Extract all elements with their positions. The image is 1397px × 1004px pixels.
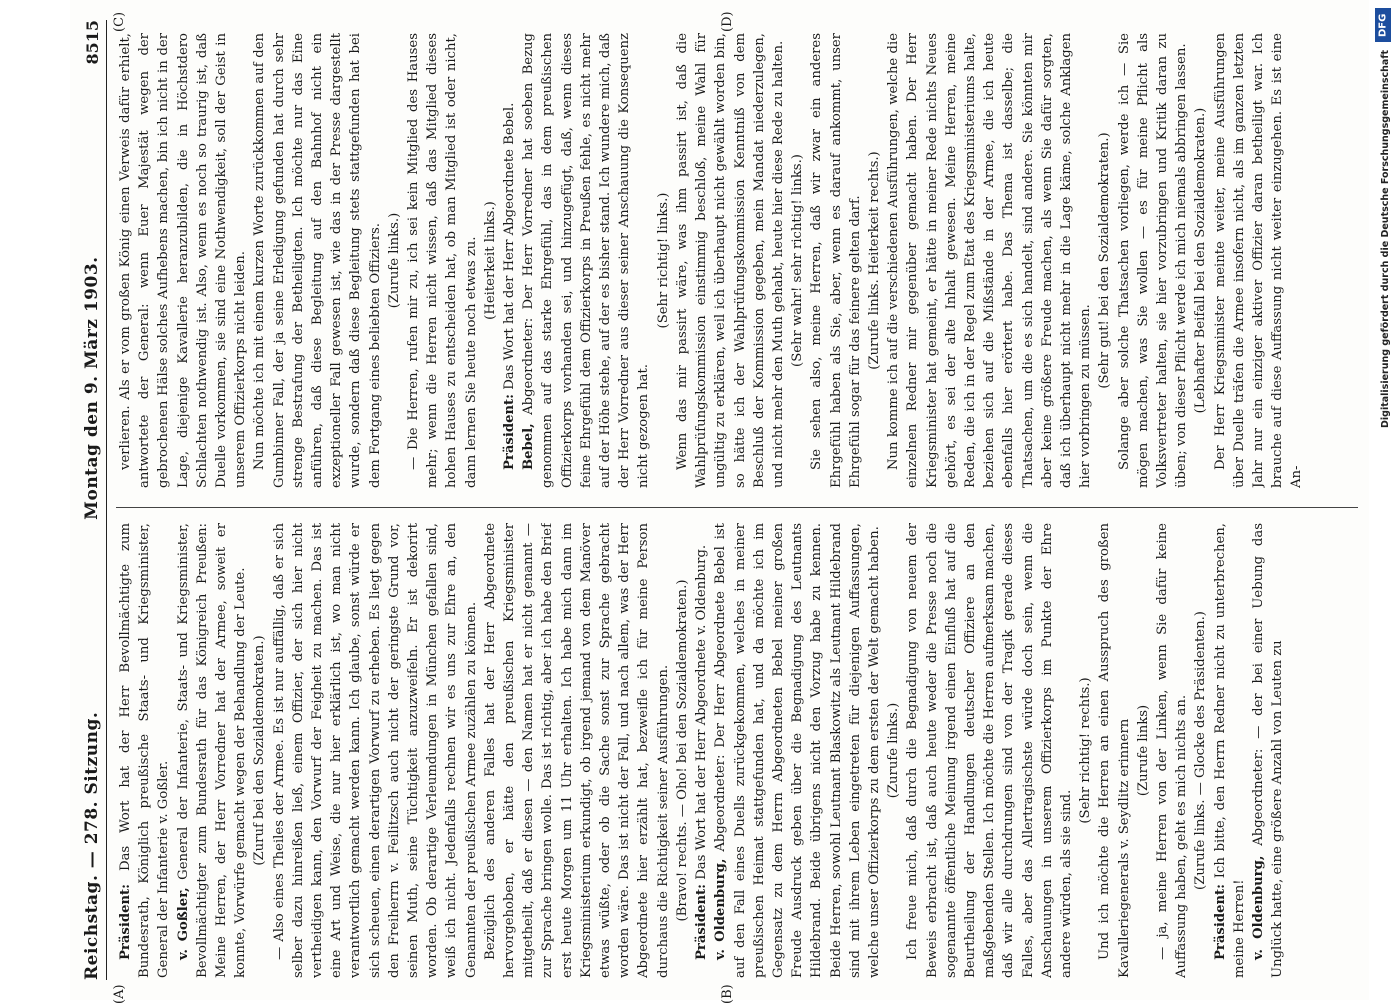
right-text-column [116, 33, 1360, 488]
paragraph: (Zurufe links.) [886, 702, 902, 799]
paragraph: Sie sehen also, meine Herren, daß wir zwar ein anderes Ehrgefühl haben als Sie, aber, wenn es darauf ankommt, unser Ehrgefühl sogar für das feinere gelten darf. [809, 33, 863, 488]
paragraph: Der Herr Kriegsminister meinte weiter, meine Ausführungen über Duelle träfen die Armee insofern nicht, als im ganzen letzten Jahr nur ein einziger aktiver Offizier daran betheiligt war. Ich brauche auf diese Auffassung nicht weiter einzugehen. Es ist eine An- [1212, 33, 1305, 488]
paragraph: Und ich möchte die Herren an einen Ausspruch des großen Kavalleriegenerals v. Seydlitz erinnern [1097, 523, 1132, 978]
document-page [70, 0, 1370, 1004]
paragraph: Nun komme ich auf die verschiedenen Ausführungen, welche die einzelnen Redner mir gegenüber gemacht haben. Der Herr Kriegsminister hat gemeint, er hätte in meiner Rede nichts Neues gehört, es sei der alte Inhalt gewesen. Meine Herren, meine Reden, die ich in der Regel zum Etat des Kriegsministeriums halte, beziehen sich auf die Mißstände in der Armee, die ich heute ebenfalls hier erörtert habe. Das Thema ist dasselbe; die Thatsachen, um die es sich handelt, sind andere. Sie könnten mir aber keine größere Freude machen, als wenn Sie dafür sorgten, daß ich überhaupt nicht mehr in die Lage käme, solche Anklagen hier vorbringen zu müssen. [886, 33, 1094, 488]
dfg-logo: DFG [1375, 8, 1391, 42]
paragraph: — Die Herren, rufen mir zu, ich sei kein Mitglied des Hauses mehr; wenn die Herren nicht wissen, daß das Mitglied dieses hohen Hauses zu entscheiden hat, ob man Mitglied ist oder nicht, dann lernen Sie heute noch etwas zu. [406, 33, 479, 488]
speaker-name: v. Oldenburg, [713, 858, 729, 960]
paragraph: (Zurufe links.) [386, 212, 402, 309]
paragraph: (Heiterkeit links.) [482, 201, 498, 320]
speaker-name: v. Oldenburg, [1250, 855, 1266, 960]
speaker-name: Präsident: [118, 883, 133, 960]
paragraph: (Sehr richtig! rechts.) [1078, 677, 1094, 824]
paragraph: (Sehr wahr! sehr richtig! links.) [790, 154, 806, 367]
header-page-number: 8515 [82, 20, 102, 65]
page-header [78, 20, 107, 980]
paragraph: (Sehr richtig! links.) [655, 192, 671, 329]
column-divider [116, 507, 1358, 508]
header-session-title: Reichstag. — 278. Sitzung. [82, 711, 102, 980]
paragraph: v. Oldenburg, Abgeordneter: — der bei einer Uebung das Unglück hatte, eine größere Anzahl von Leuten zu [1250, 523, 1286, 978]
digitization-strip [1369, 0, 1397, 1000]
speaker-name: v. Goßler, [175, 887, 191, 960]
digitization-credit: Digitalisierung gefördert durch die Deutsche Forschungsgemeinschaft [1380, 50, 1391, 428]
speaker-name: Bebel, [521, 423, 537, 470]
paragraph: — Also eines Theiles der Armee. Es ist nur auffällig, daß er sich selber dazu hinreißen ließ, einem Offizier, der sich hier nicht vertheidigen kann, den Vorwurf der Feigheit zu machen. Das ist eine Art und Weise, die nur hier erklärlich ist, wo man nicht verantwortlich gemacht werden kann. Ich glaube, sonst würde er sich scheuen, einen derartigen Vorwurf zu erheben. Es liegt gegen den Freiherrn v. Feilitzsch auch nicht der geringste Grund vor, seinen Muth, seine Tüchtigkeit anzuzweifeln. Er ist dekorirt worden. Ob derartige Verleumdungen in München gefallen sind, weiß ich nicht. Jedenfalls rechnen wir es uns zur Ehre an, den Genannten der preußischen Armee zuzählen zu können. [271, 523, 479, 978]
margin-marker-c: (C) [112, 11, 127, 32]
paragraph: v. Oldenburg, Abgeordneter: Der Herr Abgeordnete Bebel ist auf den Fall eines Duells zurückgekommen, welches in meiner preußischen Heimat stattgefunden hat, und da möchte ich im Gegensatz zu dem Herrn Abgeordneten Bebel meiner großen Freude Ausdruck geben über die Begnadigung des Leutnants Hildebrand. Beide übrigens nicht den Vorzug habe zu kennen. Beide Herren, sowohl Leutnant Blaskowitz als Leutnant Hildebrand sind mit ihrem Leben eingetreten für diejenigen Auffassungen, welche unser Offizierkorps zu dem ersten der Welt gemacht haben. [713, 523, 882, 978]
speaker-name: Präsident: [694, 883, 710, 960]
paragraph: Ich freue mich, daß durch die Begnadigung von neuem der Beweis erbracht ist, daß auch heute weder die Presse noch die sogenannte öffentliche Meinung irgend einen Einfluß hat auf die Beurtheilung der Handlungen deutscher Offiziere an den maßgebenden Stellen. Ich möchte die Herren aufmerksam machen, daß wir alle durchdrungen sind von der Tragik gerade dieses Falles, aber das Allertragischste würde doch sein, wenn die Anschauungen in unserem Offizierkorps im Punkte der Ehre andere würden, als sie sind. [905, 523, 1074, 978]
margin-marker-b: (B) [720, 984, 735, 1004]
paragraph: Solange aber solche Thatsachen vorliegen, werde ich — Sie mögen machen, was Sie wollen — es für meine Pflicht als Volksvertreter halten, sie hier vorzubringen und Kritik daran zu üben; von dieser Pflicht werde ich mich niemals abbringen lassen. [1116, 33, 1190, 488]
paragraph: (Sehr gut! bei den Sozialdemokraten.) [1097, 132, 1113, 389]
paragraph: (Zurufe links. — Glocke des Präsidenten.) [1193, 611, 1209, 890]
paragraph: Präsident: Das Wort hat der Herr Abgeordnete Bebel. [502, 102, 518, 470]
paragraph: (Bravo! rechts. — Oho! bei den Sozialdemokraten.) [674, 579, 690, 922]
margin-marker-a: (A) [112, 984, 127, 1004]
paragraph: Präsident: Das Wort hat der Herr Abgeordnete v. Oldenburg. [694, 544, 710, 960]
paragraph: (Zurufe links. Heiterkeit rechts.) [866, 151, 882, 370]
speaker-name: Präsident: [502, 393, 518, 470]
speaker-name: Präsident: [1212, 883, 1228, 960]
paragraph: (Lebhafter Beifall bei den Sozialdemokraten.) [1193, 107, 1209, 414]
paragraph: Bebel, Abgeordneter: Der Herr Vorredner hat soeben Bezug genommen auf das starke Ehrgefühl, das in dem preußischen Offizierkorps vorhanden sei, und hinzugefügt, daß, wenn dieses feine Ehrgefühl dem Offizierkorps in Preußen fehle, es nicht mehr auf der Höhe stehe, auf der es bisher stand. Ich wundere mich, daß der Herr Vorredner aus dieser seiner Anschauung die Konsequenz nicht gezogen hat. [521, 33, 652, 488]
header-date: Montag den 9. März 1903. [82, 256, 102, 520]
paragraph: Präsident: Das Wort hat der Herr Bevollmächtigte zum Bundesrath, Königlich preußische Staats- und Kriegsminister, General der Infanterie v. Goßler. [118, 523, 172, 978]
paragraph: Wenn das mir passirt wäre, was ihm passirt ist, daß die Wahlprüfungskommission einstimmig beschloß, meine Wahl für ungültig zu erklären, weil ich überhaupt nicht gewählt worden bin, so hätte ich der Wahlprüfungskommission Kenntniß von dem Beschluß der Kommission gegeben, mein Mandat niederzulegen, und nicht mehr den Muth gehabt, heute hier diese Rede zu halten. [674, 33, 786, 488]
paragraph: (Zuruf bei den Sozialdemokraten.) [252, 635, 268, 866]
paragraph: Präsident: Ich bitte, den Herrn Redner nicht zu unterbrechen, meine Herren! [1212, 523, 1247, 978]
left-text-column [116, 523, 1360, 978]
margin-marker-d: (D) [720, 11, 735, 32]
paragraph: (Zurufe links) [1135, 704, 1151, 797]
paragraph: v. Goßler, General der Infanterie, Staats- und Kriegsminister, Bevollmächtigter zum Bundesrath für das Königreich Preußen: Meine Herren, der Herr Vorredner hat der Armee, soweit er konnte, Vorwürfe gemacht wegen der Behandlung der Leute. [175, 523, 249, 978]
paragraph: verlieren. Als er vom großen König einen Verweis dafür erhielt, antwortete der General: wenn Euer Majestät wegen der gebrochenen Hälse solches Aufhebens machen, bin ich nicht in der Lage, diejenige Kavallerie heranzubilden, die in Höchstdero Schlachten nothwendig ist. Also, wenn es noch so traurig ist, daß Duelle vorkommen, sie sind eine Nothwendigkeit, soll der Geist in unserem Offizierkorps nicht leiden. [118, 33, 249, 488]
paragraph: Bezüglich des anderen Falles hat der Herr Abgeordnete hervorgehoben, er hätte den preußischen Kriegsminister mitgetheilt, daß er diesen — den Namen hat er nicht genannt — zur Sprache bringen wolle. Das ist richtig, aber ich habe den Brief erst heute Morgen um 11 Uhr erhalten. Ich habe mich dann im Kriegsministerium erkundigt, ob irgend jemand von dem Manöver etwas wüßte, oder ob die Sache sonst zur Sprache gebracht worden wäre. Das ist nicht der Fall, und nach allem, was der Herr Abgeordnete hier erzählt hat, bezweifle ich für meine Person durchaus die Richtigkeit seiner Ausführungen. [482, 523, 671, 978]
paragraph: Nun möchte ich mit einem kurzen Worte zurückkommen auf den Gumbinner Fall, der ja seine Erledigung gefunden hat durch sehr strenge Bestrafung der Betheiligten. Ich möchte nur das Eine anführen, daß diese Begleitung auf den Bahnhof nicht ein exzeptioneller Fall gewesen ist, wie das in der Presse dargestellt wurde, sondern daß diese Begleitung stets stattgefunden hat bei dem Fortgang eines beliebten Offiziers. [252, 33, 383, 488]
paragraph: — ja, meine Herren von der Linken, wenn Sie dafür keine Auffassung haben, geht es mich nichts an. [1154, 523, 1190, 978]
